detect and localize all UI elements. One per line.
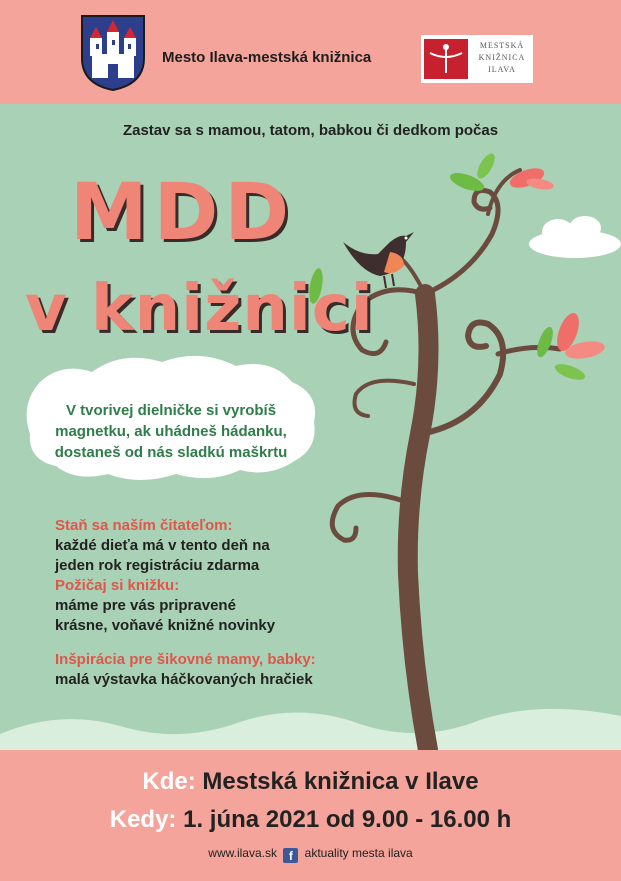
event-location [0, 768, 621, 796]
ground-waves [0, 709, 621, 750]
info-line: malá výstavka háčkovaných hračiek [55, 671, 313, 688]
info-heading-borrow: Požičaj si knižku: [55, 577, 180, 594]
info-heading-inspiration: Inšpirácia pre šikovné mamy, babky: [55, 651, 316, 668]
facebook-icon[interactable]: f [283, 848, 298, 863]
when-value: 1. júna 2021 od 9.00 - 16.00 h [183, 806, 512, 833]
website-link[interactable]: www.ilava.sk [208, 846, 277, 860]
where-value: Mestská knižnica v Ilave [202, 768, 479, 795]
info-line: každé dieťa má v tento deň na [55, 537, 270, 554]
where-label: Kde: [142, 768, 196, 795]
tagline: Zastav sa s mamou, tatom, babkou či dedkom počas [122, 122, 499, 139]
event-date [0, 806, 621, 834]
footer [0, 750, 621, 881]
header [0, 0, 621, 104]
organization-name: Mesto Ilava-mestská knižnica [162, 49, 372, 66]
info-line: jeden rok registráciu zdarma [55, 557, 260, 574]
workshop-text: V tvorivej dielničke si vyrobíš magnetku, ak uhádneš hádanku, dostaneš od nás sladkú maškrtu [54, 402, 288, 461]
info-line: máme pre vás pripravené [55, 597, 236, 614]
title-mdd: MDD [70, 168, 296, 258]
main-area [0, 104, 621, 750]
when-label: Kedy: [109, 806, 177, 833]
cloud-icon [529, 216, 621, 258]
city-crest-icon [80, 14, 146, 92]
contact-line [0, 846, 621, 863]
library-logo [421, 35, 533, 83]
info-list [55, 516, 316, 690]
info-line: krásne, voňavé knižné novinky [55, 617, 276, 634]
library-logo-text: MESTSKÁ KNIŽNICA ILAVA [478, 41, 526, 74]
facebook-link[interactable]: aktuality mesta ilava [304, 846, 413, 860]
leaf-icon [307, 151, 606, 383]
title-v-kniznici: v knižnici [25, 272, 374, 346]
library-logo-icon [424, 39, 468, 79]
info-heading-reader: Staň sa naším čitateľom: [55, 517, 233, 534]
